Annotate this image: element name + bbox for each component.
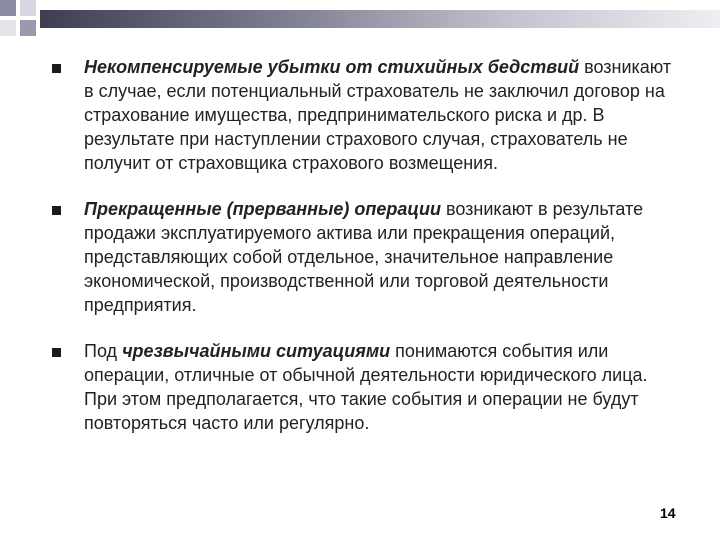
decor-square xyxy=(0,20,16,36)
bullet-term: чрезвычайными ситуациями xyxy=(122,341,391,361)
bullet-body: понимаются события или операции, отличные от обычной деятельности юридического лица. При этом предполагается, что такие события и операции не будут повторяться часто или регулярно. xyxy=(84,341,648,433)
square-bullet-icon xyxy=(52,206,61,215)
decor-square xyxy=(20,20,36,36)
bullet-lead: Под xyxy=(84,341,123,361)
square-bullet-icon xyxy=(52,348,61,357)
bullet-list xyxy=(52,55,672,457)
decor-square xyxy=(20,0,36,16)
bullet-body: возникают в случае, если потенциальный страхователь не заключил договор на страхование имущества, предпринимательского риска и др. В результате при наступлении страхового случая, страхователь не получит от страховщика страхового возмещения. xyxy=(84,57,672,173)
bullet-text xyxy=(84,197,672,317)
bullet-item xyxy=(52,55,672,175)
bullet-item xyxy=(52,197,672,317)
bullet-term: Некомпенсируемые убытки от стихийных бедствий xyxy=(84,57,580,77)
bullet-item xyxy=(52,339,672,435)
bullet-term: Прекращенные (прерванные) операции xyxy=(84,199,441,219)
bullet-text xyxy=(84,55,672,175)
page-number: 14 xyxy=(660,505,676,521)
bullet-text xyxy=(84,339,672,435)
bullet-body: возникают в результате продажи эксплуатируемого актива или прекращения операций, представляющих собой отдельное, значительное направление экономической, производственной или торговой деятельности предприятия. xyxy=(84,199,644,315)
decor-square xyxy=(0,0,16,16)
square-bullet-icon xyxy=(52,64,61,73)
header-gradient-bar xyxy=(40,10,720,28)
